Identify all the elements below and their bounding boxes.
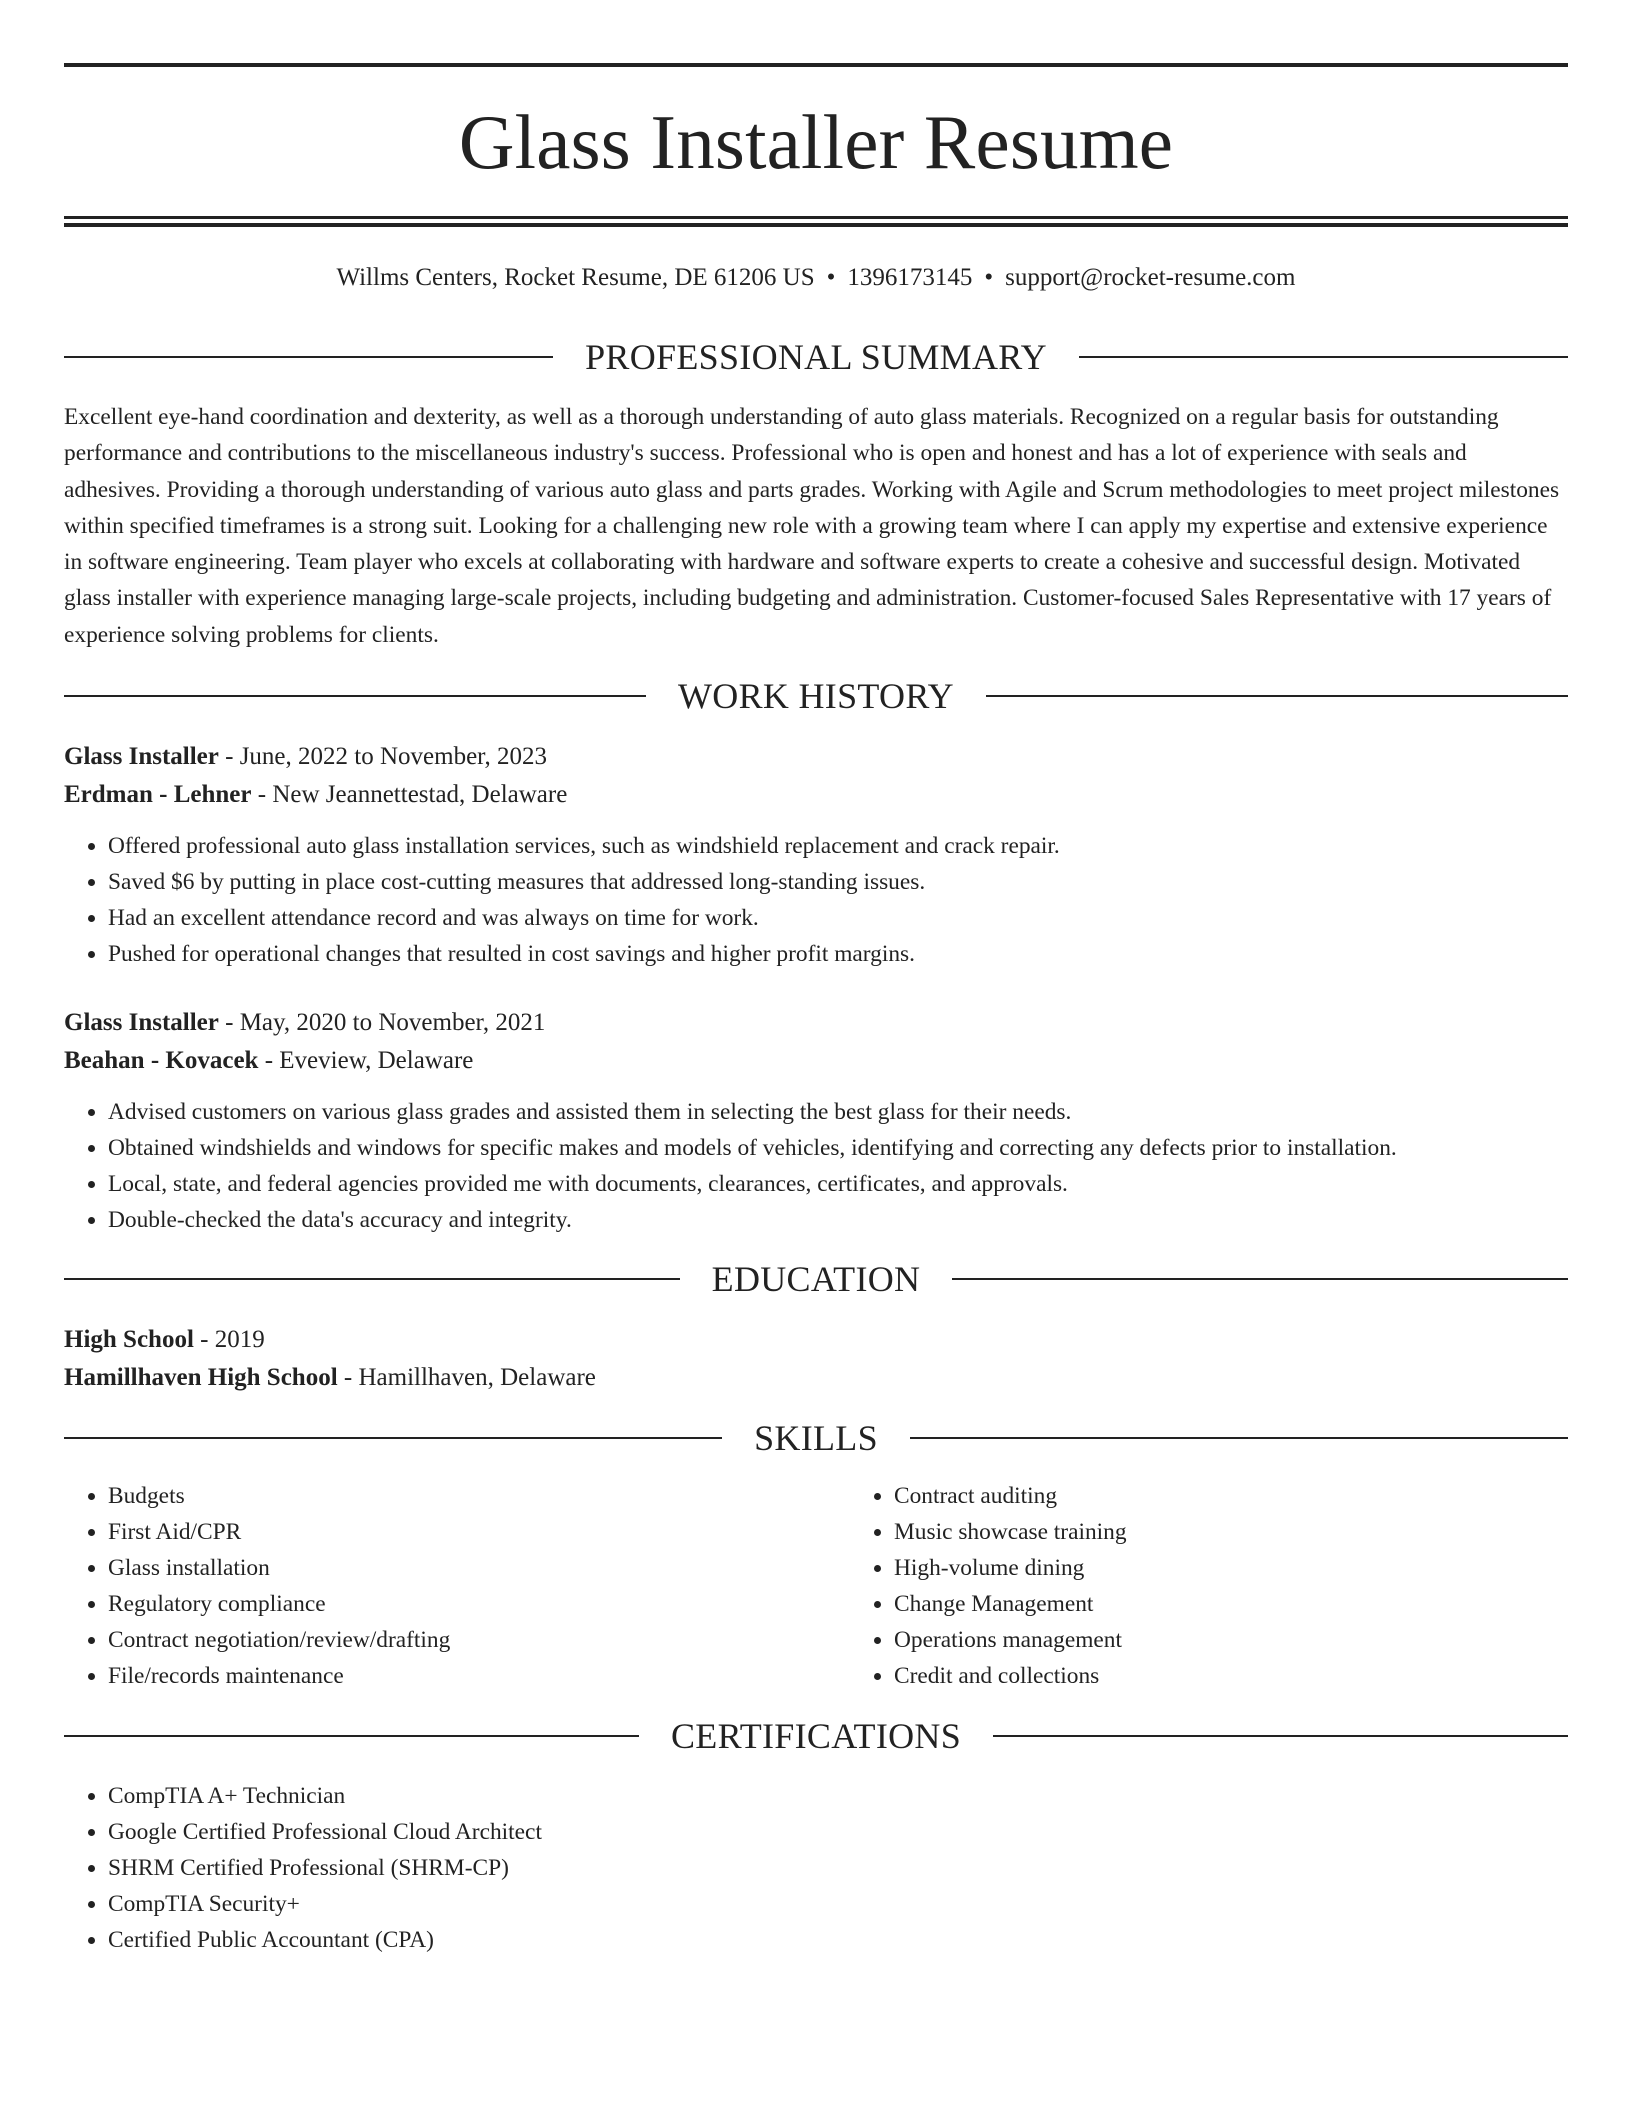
heading-rule-right [993,1735,1568,1737]
job-title-line [64,1004,1568,1042]
skills-list [64,1478,1568,1694]
list-item: • Advised customers on various glass grades and assisted them in selecting the best glass for their needs. [108,1094,1568,1130]
list-item: • Music showcase training [894,1514,1127,1550]
list-item: • Double-checked the data's accuracy and integrity. [108,1202,1568,1238]
list-item: • CompTIA Security+ [108,1886,1568,1922]
education-entry [64,1321,1568,1397]
skills-heading-label: SKILLS [754,1418,878,1459]
job-company: Erdman - Lehner [64,781,252,809]
education-school: Hamillhaven High School [64,1364,338,1392]
skills-heading [64,1418,1568,1458]
work-history-heading [64,676,1568,716]
job-company-line [64,776,1568,814]
job-dates: - June, 2022 to November, 2023 [218,743,547,771]
list-item: • SHRM Certified Professional (SHRM-CP) [108,1850,1568,1886]
job-location: - Eveview, Delaware [258,1047,474,1075]
heading-rule-right [1079,356,1568,358]
list-item: • Offered professional auto glass installation services, such as windshield replacement and crack repair. [108,828,1568,864]
certifications-heading [64,1716,1568,1756]
list-item: • Had an excellent attendance record and was always on time for work. [108,900,1568,936]
job-title-line [64,738,1568,776]
contact-line [64,263,1568,293]
list-item: • Operations management [894,1622,1127,1658]
job-bullets [64,1094,1568,1238]
contact-separator: • [826,264,836,291]
summary-heading-label: PROFESSIONAL SUMMARY [585,337,1047,377]
education-heading [64,1259,1568,1299]
education-location: - Hamillhaven, Delaware [337,1364,596,1392]
page-title: Glass Installer Resume [458,99,1174,185]
list-item: • Credit and collections [894,1658,1127,1694]
contact-address: Willms Centers, Rocket Resume, DE 61206 US [336,264,815,291]
list-item: • Pushed for operational changes that resulted in cost savings and higher profit margins. [108,936,1568,972]
education-heading-label: EDUCATION [711,1259,921,1300]
job-title: Glass Installer [64,743,219,771]
certifications-list [64,1778,1568,1958]
job-company: Beahan - Kovacek [64,1047,259,1075]
heading-rule-left [64,356,553,358]
job-location: - New Jeannettestad, Delaware [251,781,568,809]
contact-separator: • [984,264,994,291]
list-item: • File/records maintenance [108,1658,850,1694]
heading-rule-right [952,1278,1568,1280]
heading-rule-left [64,1278,680,1280]
title-double-rule [64,216,1568,227]
list-item: • Certified Public Accountant (CPA) [108,1922,1568,1958]
job-entry [64,738,1568,972]
heading-rule-right [986,695,1568,697]
list-item: • Saved $6 by putting in place cost-cutting measures that addressed long-standing issues. [108,864,1568,900]
list-item: • Regulatory compliance [108,1586,850,1622]
list-item: • CompTIA A+ Technician [108,1778,1568,1814]
heading-rule-left [64,695,646,697]
job-dates: - May, 2020 to November, 2021 [218,1009,546,1037]
list-item: • Glass installation [108,1550,850,1586]
summary-heading [64,337,1568,377]
contact-phone: 1396173145 [847,264,973,291]
work-history-heading-label: WORK HISTORY [678,676,954,717]
list-item: • Change Management [894,1586,1127,1622]
list-item: • Budgets [108,1478,850,1514]
certifications-heading-label: CERTIFICATIONS [670,1716,962,1757]
education-degree-line [64,1321,1568,1359]
education-school-line [64,1359,1568,1397]
job-entry [64,1004,1568,1238]
heading-rule-right [910,1437,1568,1439]
list-item: • Google Certified Professional Cloud Architect [108,1814,1568,1850]
skills-column-left [64,1478,850,1694]
list-item: • Local, state, and federal agencies provided me with documents, clearances, certificates, and approvals. [108,1166,1568,1202]
contact-email: support@rocket-resume.com [1005,264,1296,291]
list-item: • High-volume dining [894,1550,1127,1586]
list-item: • Contract negotiation/review/drafting [108,1622,850,1658]
list-item: • First Aid/CPR [108,1514,850,1550]
heading-rule-left [64,1735,639,1737]
education-degree: High School [64,1326,194,1354]
job-company-line [64,1042,1568,1080]
education-year: - 2019 [193,1326,265,1354]
skills-column-right [850,1478,1127,1694]
title-top-rule [64,63,1568,67]
heading-rule-left [64,1437,722,1439]
summary-text: Excellent eye-hand coordination and dexterity, as well as a thorough understanding of auto glass materials. Recognized on a regular basis for outstanding performance and contributions to the miscellaneous industry's success. Professional who is open and honest and has a lot of experience with seals and adhesives. Providing a thorough understanding of various auto glass and parts grades. Working with Agile and Scrum methodologies to meet project milestones within specified timeframes is a strong suit. Looking for a challenging new role with a growing team where I can apply my expertise and extensive experience in software engineering. Team player who excels at collaborating with hardware and software experts to create a cohesive and successful design. Motivated glass installer with experience managing large-scale projects, including budgeting and administration. Customer-focused Sales Representative with 17 years of experience solving problems for clients. [64,404,1560,648]
job-bullets [64,828,1568,972]
job-title: Glass Installer [64,1009,219,1037]
list-item: • Contract auditing [894,1478,1127,1514]
list-item: • Obtained windshields and windows for specific makes and models of vehicles, identifying and correcting any defects prior to installation. [108,1130,1568,1166]
